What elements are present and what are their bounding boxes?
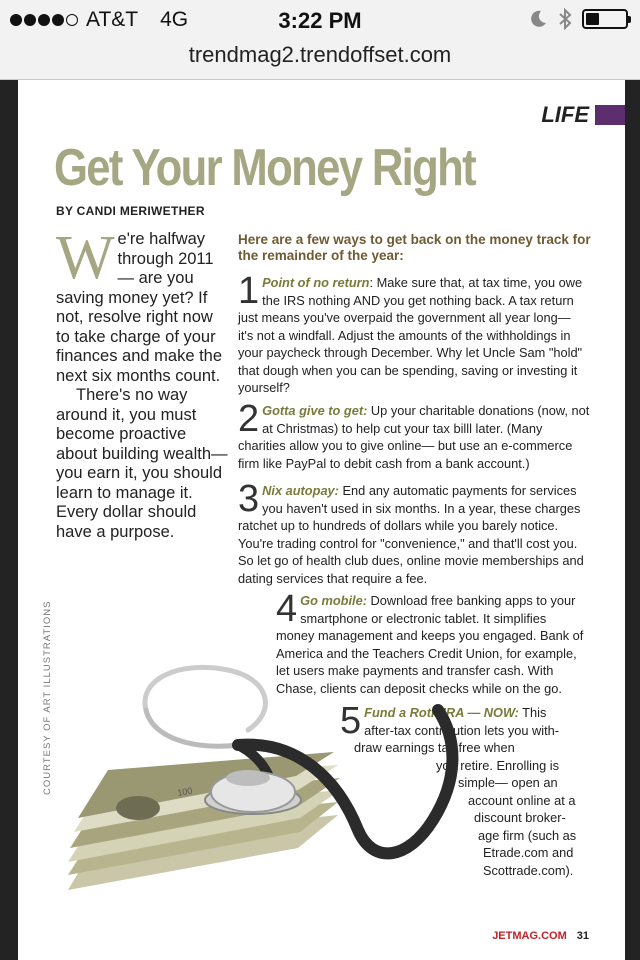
byline: BY CANDI MERIWETHER [56, 204, 205, 218]
cash-stack-icon [68, 752, 340, 890]
tip-1 [238, 270, 588, 397]
document-viewer[interactable] [0, 80, 640, 960]
tip-number: 3 [238, 478, 260, 520]
tips-intro: Here are a few ways to get back on the money track for the remainder of the year: [238, 232, 591, 263]
magazine-page [18, 80, 625, 960]
tip-5-line: Scottrade.com). [483, 862, 574, 878]
tip-number: 1 [238, 270, 260, 312]
page-footer [492, 930, 589, 942]
tip-5-line: draw earnings tax free when [354, 740, 515, 755]
network-type: 4G [160, 8, 189, 31]
tip-body: Make sure that, at tax time, you owe the IRS nothing AND you get nothing back. A tax return just means you've overpaid the government all year long— it's not a windfall. Adjust the amounts of the withholdings in your paycheck through December. Why let Uncle Sam "hold" that dough when you can be spending, saving or investing it yourself? [238, 275, 583, 395]
footer-magazine: JETMAG.COM [492, 930, 567, 942]
tip-body: End any automatic payments for services you haven't used in six months. In a year, these charges ratchet up to hundreds of dollars while you barely notice. You're trading control for "convenience," and that'll cost you. So let go of health club dues, online movie memberships and dating services that require a fee. [238, 483, 584, 586]
tip-body-first: This [518, 705, 547, 720]
tip-5-line: after-tax contribution lets you with- [364, 722, 560, 738]
tip-2 [238, 398, 590, 472]
tip-5-line: age firm (such as [478, 827, 577, 843]
lead-paragraph [56, 224, 228, 386]
section-tag [541, 102, 625, 128]
stethoscope-money-illustration [38, 600, 478, 900]
tip-number: 2 [238, 398, 260, 440]
tip-body: Up your charitable donations (now, not at Christmas) to help cut your tax billl later. (Many charities allow you to give online— but use an e-commerce firm like PayPal to debit cash from a bank account.) [238, 403, 590, 471]
tip-title: Gotta give to get: [262, 403, 368, 418]
tip-5-line: Etrade.com and [483, 845, 574, 860]
tip-title: Fund a Roth IRA — NOW: [364, 705, 519, 720]
tip-number: 5 [340, 700, 362, 742]
status-right [528, 8, 628, 30]
battery-icon [582, 9, 628, 29]
section-color-bar [595, 105, 625, 125]
tip-title: Go mobile: [300, 593, 367, 608]
bluetooth-icon [558, 8, 572, 30]
tip-title: Point of no return [262, 275, 370, 290]
tip-body: Download free banking apps to your smartphone or electronic tablet. It simplifies money management and keeps you engaged. Bank of America and the Teachers Credit Union, for example, let users make payments and transfer cash. With Chase, clients can deposit checks while on the go. [276, 593, 584, 696]
svg-text:100: 100 [176, 785, 194, 798]
photo-credit: COURTESY OF ART ILLUSTRATIONS [42, 600, 53, 795]
page-number: 31 [576, 930, 589, 942]
lead-text: e're halfway through 2011— are you saving money yet? If not, resolve right now to take charge of your finances and make the next six months count. [56, 230, 223, 385]
article-title: Get Your Money Right [54, 139, 476, 197]
tip-5-line: simple— open an [458, 775, 558, 790]
status-bar [0, 0, 640, 40]
tip-number: 4 [276, 588, 298, 630]
moon-icon [528, 9, 548, 29]
carrier-name: AT&T [86, 8, 139, 31]
section-label: LIFE [541, 102, 589, 127]
tip-5-line: account online at a [468, 792, 576, 808]
tip-5-line: discount broker- [474, 810, 566, 825]
second-paragraph: There's no way around it, you must become proactive about building wealth— you earn it, you should learn to manage it. Every dollar should have a purpose. [56, 386, 228, 541]
tip-title: Nix autopay: [262, 483, 339, 498]
clock: 3:22 PM [278, 8, 362, 33]
tip-5-line: you retire. Enrolling is [436, 757, 560, 773]
url-text[interactable]: trendmag2.trendoffset.com [188, 42, 452, 67]
lead-column [56, 224, 228, 542]
drop-cap: W [56, 224, 115, 292]
tip-separator: : [369, 275, 374, 290]
address-bar[interactable] [0, 40, 640, 80]
tip-3 [238, 478, 590, 587]
